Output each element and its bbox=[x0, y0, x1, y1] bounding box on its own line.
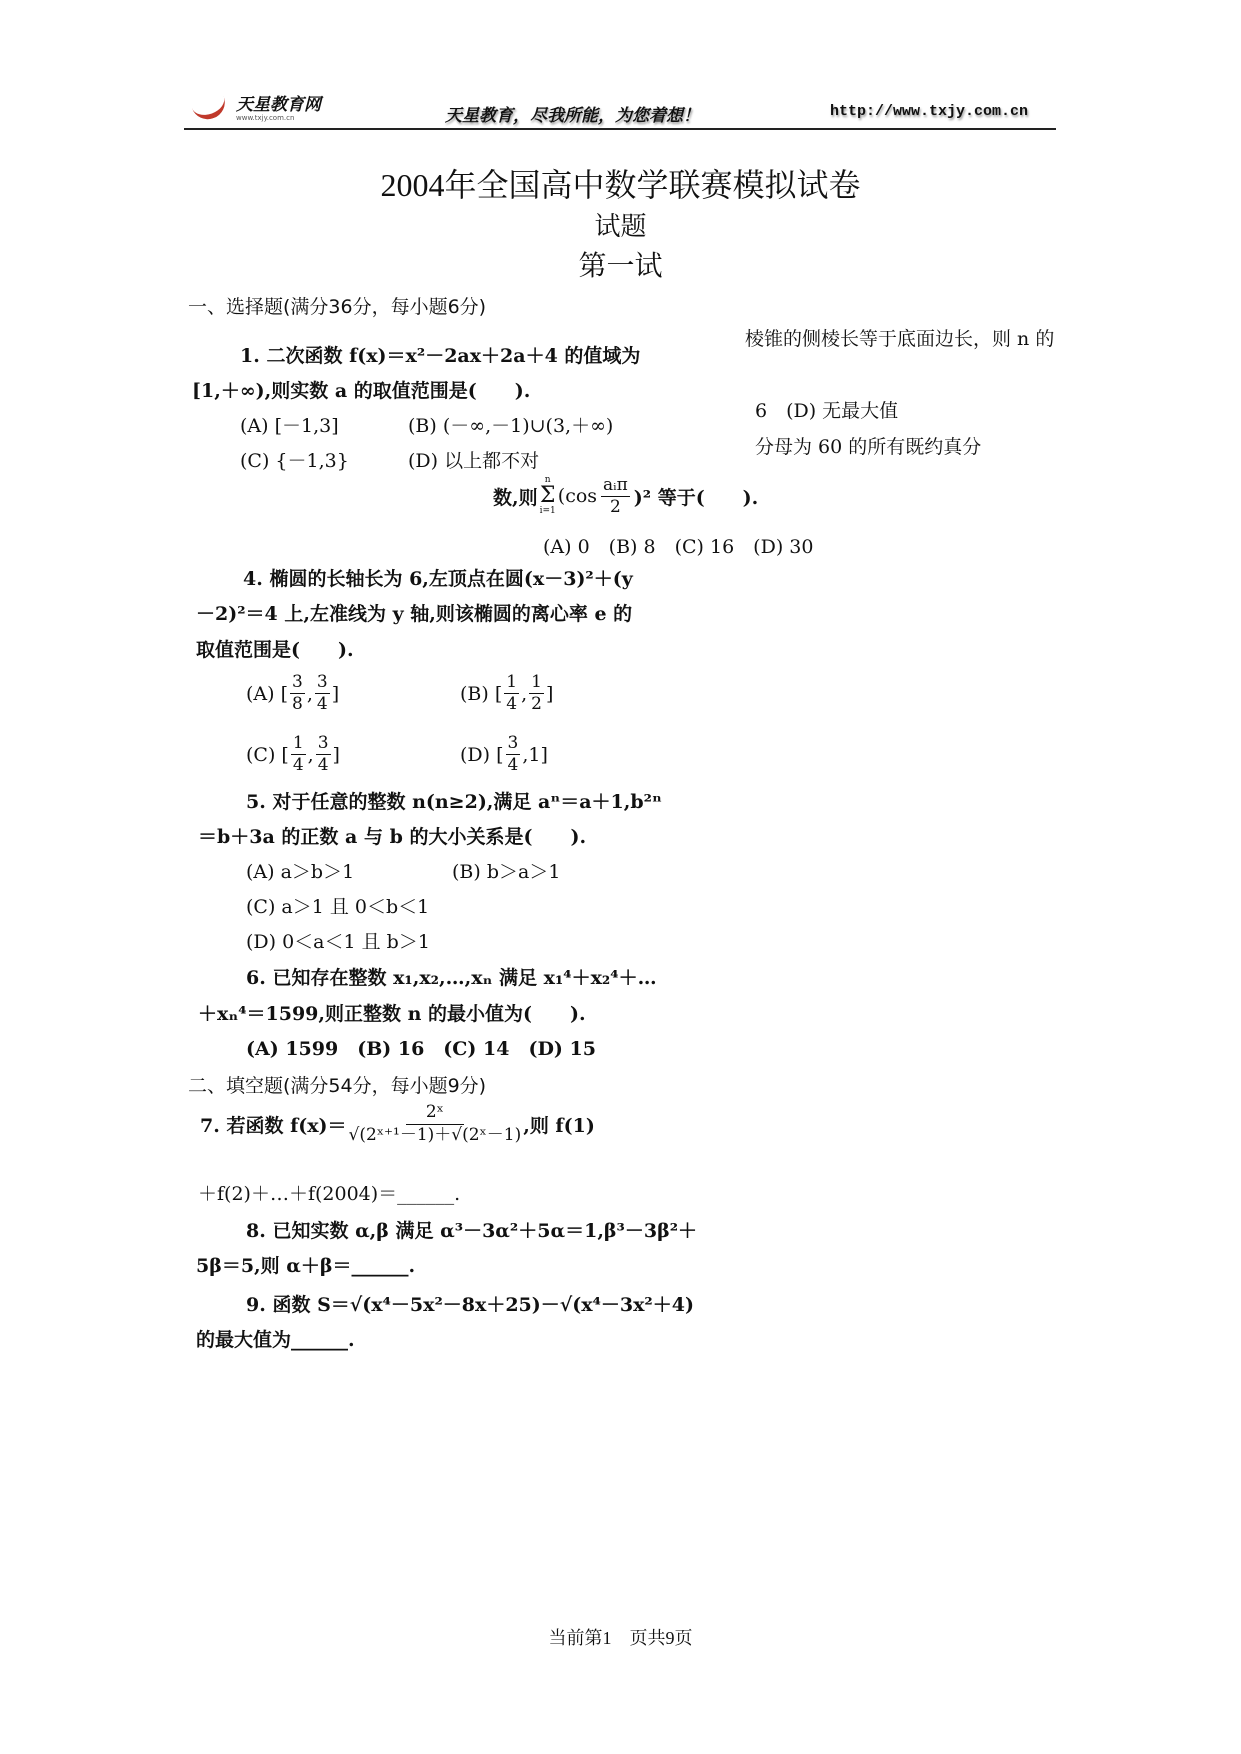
q5-option-b: (B) b＞a＞1 bbox=[452, 861, 561, 883]
q7-line2: ＋f(2)＋…＋f(2004)＝______. bbox=[198, 1183, 461, 1205]
subtitle-questions: 试题 bbox=[594, 212, 647, 241]
subtitle-round: 第一试 bbox=[578, 251, 663, 282]
header-slogan: 天星教育，尽我所能，为您着想！ bbox=[445, 106, 700, 126]
q6-line1: 6. 已知存在整数 x₁,x₂,…,xₙ 满足 x₁⁴＋x₂⁴＋… bbox=[246, 967, 657, 989]
overlap-fragment-line1: 棱锥的侧棱长等于底面边长，则 n 的 bbox=[745, 328, 1055, 350]
q9-line1: 9. 函数 S＝√(x⁴－5x²－8x＋25)－√(x⁴－3x²＋4) bbox=[246, 1294, 694, 1316]
sigma-icon: Σ bbox=[539, 483, 556, 508]
page-indicator: 当前第1 页共9页 bbox=[548, 1628, 693, 1648]
q7-line1: 7. 若函数 f(x)＝ $\frac{\text{2ˣ}}{\text{√(2ˣ⁺¹－1)＋√(2ˣ－1)}}$ ,则 f(1) bbox=[200, 1102, 595, 1145]
q5-option-a: (A) a＞b＞1 bbox=[246, 861, 355, 883]
q8-line2: 5β＝5,则 α＋β＝______. bbox=[196, 1255, 416, 1277]
q8-line1: 8. 已知实数 α,β 满足 α³－3α²＋5α＝1,β³－3β²＋ bbox=[246, 1220, 698, 1242]
logo-subtext: www.txjy.com.cn bbox=[236, 114, 295, 122]
q9-line2: 的最大值为______. bbox=[196, 1329, 355, 1351]
section-heading-choice: 一、选择题(满分36分，每小题6分) bbox=[188, 296, 487, 318]
q4-line2: －2)²＝4 上,左准线为 y 轴,则该椭圆的离心率 e 的 bbox=[196, 603, 633, 625]
q1-line1: 1. 二次函数 f(x)＝x²－2ax＋2a＋4 的值域为 bbox=[240, 345, 641, 367]
q5-option-c: (C) a＞1 且 0＜b＜1 bbox=[246, 896, 430, 918]
q6-options: (A) 1599 (B) 16 (C) 14 (D) 15 bbox=[246, 1038, 596, 1060]
q3-line: 数,则 n Σ i=1 (cos $\frac{\text{aᵢπ}}{2}$ )² 等于( ). bbox=[493, 474, 759, 517]
page-title: 2004年全国高中数学联赛模拟试卷 bbox=[380, 167, 861, 203]
q1-option-b: (B) (－∞,－1)∪(3,＋∞) bbox=[408, 415, 614, 437]
q4-option-c: (C) [ $\frac{1}{4}$ , $\frac{3}{4}$ ] bbox=[246, 733, 340, 775]
header-divider bbox=[184, 128, 1056, 130]
q7-fraction: $\frac{\text{2ˣ}}{\text{√(2ˣ⁺¹－1)＋√(2ˣ－1)}}$ bbox=[348, 1102, 522, 1145]
overlap-fragment-line3: 分母为 60 的所有既约真分 bbox=[755, 436, 982, 458]
logo-swoosh-icon bbox=[190, 88, 230, 122]
q4-line3: 取值范围是( ). bbox=[196, 639, 354, 661]
q4-option-a: (A) [ $\frac{3}{8}$ , $\frac{3}{4}$ ] bbox=[246, 672, 340, 714]
logo-text: 天星教育网 bbox=[236, 95, 321, 115]
q3-options: (A) 0 (B) 8 (C) 16 (D) 30 bbox=[543, 536, 814, 558]
q5-line1: 5. 对于任意的整数 n(n≥2),满足 aⁿ＝a＋1,b²ⁿ bbox=[246, 791, 662, 813]
q6-line2: ＋xₙ⁴＝1599,则正整数 n 的最小值为( ). bbox=[198, 1003, 586, 1025]
q4-option-b: (B) [ $\frac{1}{4}$ , $\frac{1}{2}$ ] bbox=[460, 672, 554, 714]
q5-option-d: (D) 0＜a＜1 且 b＞1 bbox=[246, 931, 430, 953]
q3-prefix: 数,则 bbox=[493, 486, 538, 509]
q3-fraction: $\frac{\text{aᵢπ}}{2}$ bbox=[603, 474, 628, 517]
q4-line1: 4. 椭圆的长轴长为 6,左顶点在圆(x－3)²＋(y bbox=[243, 568, 633, 590]
q1-option-d: (D) 以上都不对 bbox=[408, 450, 540, 472]
header-url-link[interactable]: http://www.txjy.com.cn bbox=[830, 103, 1029, 120]
q1-option-c: (C) {－1,3} bbox=[240, 450, 349, 472]
overlap-fragment-line2: 6 (D) 无最大值 bbox=[755, 400, 899, 422]
q1-option-a: (A) [－1,3] bbox=[240, 415, 339, 437]
site-logo[interactable] bbox=[190, 88, 321, 122]
q5-line2: ＝b＋3a 的正数 a 与 b 的大小关系是( ). bbox=[198, 826, 587, 848]
q1-line2: [1,＋∞),则实数 a 的取值范围是( ). bbox=[192, 380, 531, 402]
section-heading-fill: 二、填空题(满分54分，每小题9分) bbox=[188, 1075, 487, 1097]
sum-symbol: n Σ i=1 bbox=[539, 475, 556, 516]
q4-option-d: (D) [ $\frac{3}{4}$ , 1 ] bbox=[460, 733, 548, 775]
